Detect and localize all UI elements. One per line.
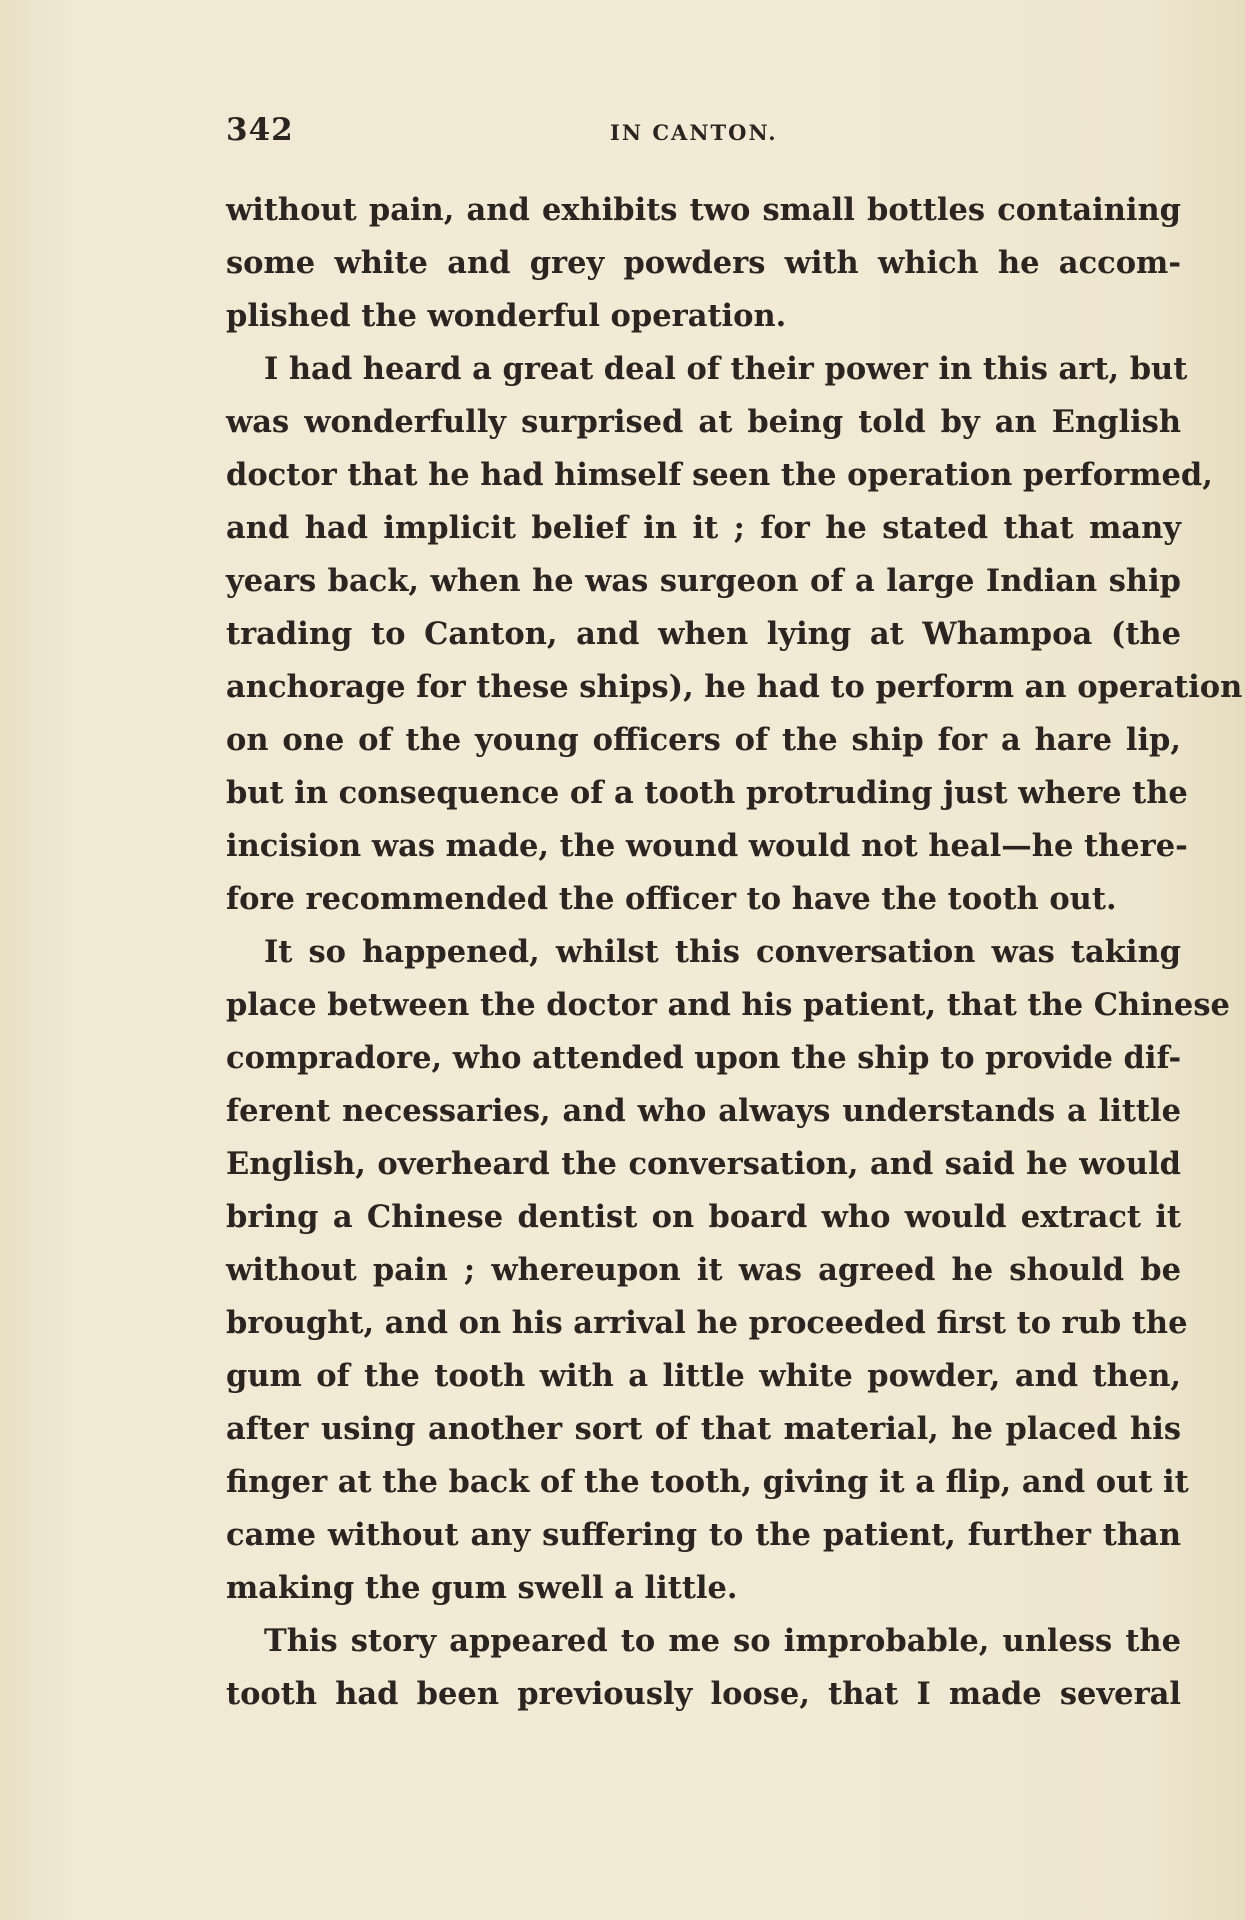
text-line: without pain ; whereupon it was agreed he should be: [226, 1252, 1181, 1288]
text-line: without pain, and exhibits two small bottles containing: [226, 192, 1181, 228]
text-line: finger at the back of the tooth, giving it a flip, and out it: [226, 1464, 1189, 1500]
text-line: came without any suffering to the patient, further than: [226, 1517, 1181, 1553]
text-line: doctor that he had himself seen the operation performed,: [226, 457, 1213, 493]
text-line: place between the doctor and his patient, that the Chinese: [226, 987, 1230, 1023]
text-line: tooth had been previously loose, that I made several: [226, 1676, 1181, 1712]
page-number: 342: [226, 112, 294, 148]
text-line: This story appeared to me so improbable, unless the: [264, 1623, 1181, 1659]
text-line: and had implicit belief in it ; for he stated that many: [226, 510, 1181, 546]
running-title: IN CANTON.: [610, 120, 778, 145]
text-line: compradore, who attended upon the ship to provide dif-: [226, 1040, 1182, 1076]
text-line: was wonderfully surprised at being told by an English: [226, 404, 1181, 440]
running-head: [226, 112, 1181, 152]
text-line: anchorage for these ships), he had to perform an operation: [226, 669, 1243, 705]
text-line: but in consequence of a tooth protruding just where the: [226, 775, 1188, 811]
text-line: bring a Chinese dentist on board who would extract it: [226, 1199, 1181, 1235]
text-line: on one of the young officers of the ship for a hare lip,: [226, 722, 1181, 758]
text-line: incision was made, the wound would not heal—he there-: [226, 828, 1188, 864]
text-line: making the gum swell a little.: [226, 1570, 738, 1606]
text-line: gum of the tooth with a little white powder, and then,: [226, 1358, 1181, 1394]
text-line: trading to Canton, and when lying at Whampoa (the: [226, 616, 1181, 652]
text-line: It so happened, whilst this conversation was taking: [264, 934, 1181, 970]
text-line: brought, and on his arrival he proceeded first to rub the: [226, 1305, 1188, 1341]
text-line: ferent necessaries, and who always understands a little: [226, 1093, 1181, 1129]
text-line: plished the wonderful operation.: [226, 298, 787, 334]
text-line: fore recommended the officer to have the tooth out.: [226, 881, 1117, 917]
text-line: years back, when he was surgeon of a large Indian ship: [226, 563, 1181, 599]
text-line: I had heard a great deal of their power in this art, but: [264, 351, 1188, 387]
text-line: English, overheard the conversation, and said he would: [226, 1146, 1181, 1182]
text-line: after using another sort of that material, he placed his: [226, 1411, 1181, 1447]
text-line: some white and grey powders with which he accom-: [226, 245, 1181, 281]
body-text: [226, 184, 1243, 1721]
